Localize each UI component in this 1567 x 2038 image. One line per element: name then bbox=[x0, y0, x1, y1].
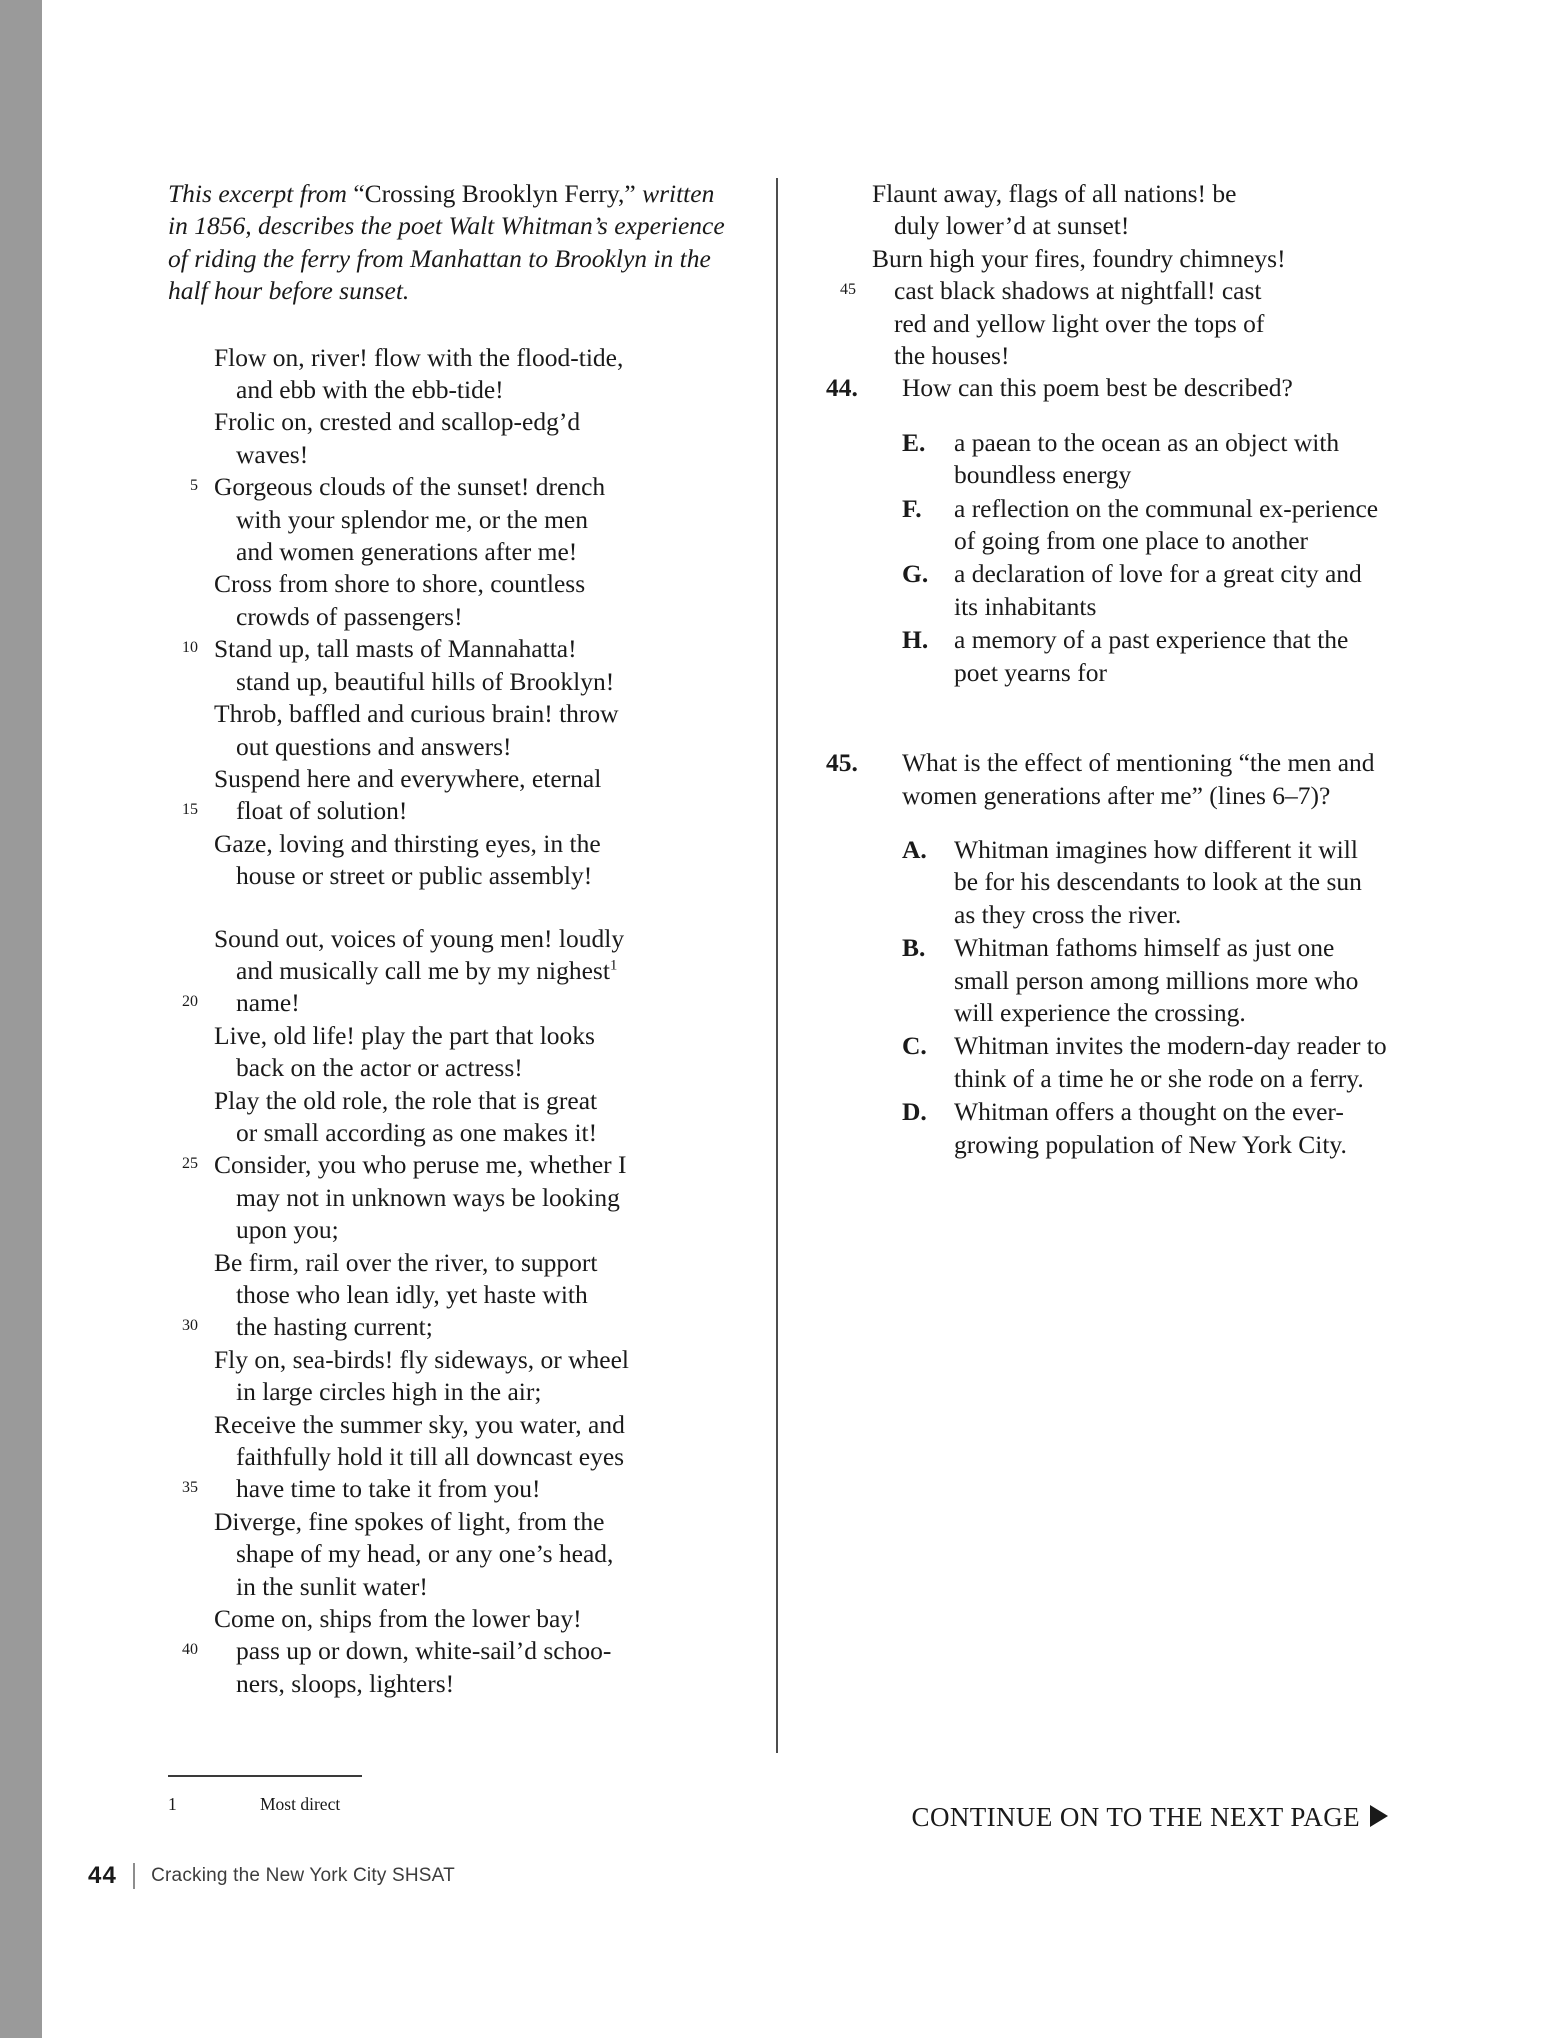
answer-choice-c[interactable] bbox=[826, 1030, 1388, 1095]
answer-choice-a[interactable] bbox=[826, 834, 1388, 931]
answer-choice-f[interactable] bbox=[826, 493, 1388, 558]
poem-line-number: 5 bbox=[190, 477, 198, 495]
footer-page-number: 44 bbox=[88, 1862, 118, 1889]
poem-line-text: float of solution! bbox=[236, 796, 408, 826]
footnote-number: 1 bbox=[168, 1794, 177, 1814]
poem-line bbox=[826, 308, 1388, 340]
poem-line-text: Gaze, loving and thirsting eyes, in the bbox=[214, 828, 601, 858]
poem-line bbox=[168, 1344, 730, 1376]
answer-choice-h[interactable] bbox=[826, 624, 1388, 689]
poem-line-text: Play the old role, the role that is great bbox=[214, 1085, 598, 1115]
poem-line bbox=[826, 243, 1388, 275]
poem-line-text: Sound out, voices of young men! loudly bbox=[214, 923, 625, 953]
poem-line-text: those who lean idly, yet haste with bbox=[236, 1280, 588, 1309]
page-gutter-bar bbox=[0, 0, 42, 2038]
poem-line bbox=[168, 342, 730, 374]
answer-choice-b[interactable] bbox=[826, 932, 1388, 1029]
poem-line bbox=[826, 210, 1388, 242]
poem-body-continued bbox=[826, 178, 1388, 372]
poem-line bbox=[168, 601, 730, 633]
poem-line-text: the hasting current; bbox=[236, 1312, 433, 1342]
passage-intro bbox=[168, 178, 730, 308]
answer-choice-letter: G. bbox=[902, 559, 929, 589]
poem-line-number: 30 bbox=[182, 1317, 198, 1335]
poem-line bbox=[168, 536, 730, 568]
poem-line-number: 25 bbox=[182, 1155, 198, 1173]
poem-line bbox=[168, 955, 730, 987]
answer-choice-letter: D. bbox=[902, 1097, 927, 1127]
poem-line-text: Flaunt away, flags of all nations! be bbox=[872, 179, 1237, 208]
answer-choice-text: Whitman offers a thought on the ever-growing population of New York City. bbox=[954, 1097, 1347, 1159]
poem-line bbox=[168, 1085, 730, 1117]
poem-line bbox=[168, 1182, 730, 1214]
two-column-body bbox=[168, 178, 1388, 1778]
poem-line bbox=[168, 1376, 730, 1408]
poem-line-text: Cross from shore to shore, countless bbox=[214, 569, 586, 599]
poem-line bbox=[826, 275, 1388, 307]
poem-stanza-1 bbox=[168, 342, 730, 893]
poem-line bbox=[168, 1117, 730, 1149]
poem-line bbox=[168, 1247, 730, 1279]
answer-choices bbox=[826, 427, 1388, 689]
answer-choice-e[interactable] bbox=[826, 427, 1388, 492]
poem-line bbox=[168, 987, 730, 1019]
poem-line bbox=[168, 1635, 730, 1667]
poem-line bbox=[168, 1020, 730, 1052]
footer-book-title: Cracking the New York City SHSAT bbox=[151, 1865, 455, 1886]
poem-line-text: Gorgeous clouds of the sunset! drench bbox=[214, 472, 606, 502]
left-column bbox=[168, 178, 730, 1700]
poem-line-text: Flow on, river! flow with the flood-tide, bbox=[214, 342, 624, 372]
poem-line-text: have time to take it from you! bbox=[236, 1474, 541, 1504]
poem-line-number: 40 bbox=[182, 1641, 198, 1659]
poem-line-text: stand up, beautiful hills of Brooklyn! bbox=[236, 666, 615, 696]
poem-line-text: out questions and answers! bbox=[236, 731, 512, 761]
poem-stanza-2 bbox=[168, 923, 730, 1701]
question-text: How can this poem best be described? bbox=[902, 373, 1293, 403]
poem-line bbox=[168, 1311, 730, 1343]
poem-line-text: duly lower’d at sunset! bbox=[894, 211, 1130, 241]
poem-line-text: cast black shadows at nightfall! cast bbox=[894, 276, 1262, 306]
poem-line-text: in large circles high in the air; bbox=[236, 1377, 542, 1407]
answer-choice-g[interactable] bbox=[826, 558, 1388, 623]
poem-line bbox=[168, 1149, 730, 1181]
poem-line bbox=[168, 374, 730, 406]
poem-line bbox=[168, 1409, 730, 1441]
poem-line-text: Consider, you who peruse me, whether I bbox=[214, 1150, 627, 1180]
poem-line-text: may not in unknown ways be looking bbox=[236, 1182, 620, 1212]
answer-choice-letter: F. bbox=[902, 493, 922, 523]
poem-body bbox=[168, 342, 730, 1701]
answer-choice-letter: C. bbox=[902, 1031, 927, 1061]
poem-line bbox=[168, 1506, 730, 1538]
poem-line-text: Live, old life! play the part that looks bbox=[214, 1020, 595, 1050]
question-text: What is the effect of mentioning “the men and women generations after me” (lines 6–7)? bbox=[902, 748, 1375, 810]
column-divider-rule bbox=[776, 178, 778, 1753]
footnote-reference: 1 bbox=[609, 957, 618, 974]
answer-choice-text: a reflection on the communal ex-perience of going from one place to another bbox=[954, 493, 1379, 556]
poem-line-text: Burn high your fires, foundry chimneys! bbox=[872, 243, 1286, 273]
right-column bbox=[826, 178, 1388, 1219]
poem-line-text: Come on, ships from the lower bay! bbox=[214, 1604, 582, 1634]
triangle-right-icon bbox=[1370, 1805, 1388, 1827]
poem-line-text: in the sunlit water! bbox=[236, 1571, 428, 1601]
answer-choice-text: Whitman invites the modern-day reader to think of a time he or she rode on a ferry. bbox=[954, 1031, 1387, 1093]
poem-line-text: Diverge, fine spokes of light, from the bbox=[214, 1506, 605, 1536]
poem-line-text: Frolic on, crested and scallop-edg’d bbox=[214, 407, 581, 437]
poem-line-text: with your splendor me, or the men bbox=[236, 504, 588, 534]
poem-stanza-3 bbox=[826, 178, 1388, 372]
answer-choice-text: a declaration of love for a great city and its inhabitants bbox=[954, 559, 1362, 621]
poem-line-text: Be firm, rail over the river, to support bbox=[214, 1247, 598, 1277]
answer-choice-d[interactable] bbox=[826, 1096, 1388, 1161]
question-stem-row bbox=[826, 747, 1388, 812]
question-number: 44. bbox=[826, 373, 858, 403]
footnote-divider bbox=[168, 1775, 362, 1777]
answer-choice-letter: H. bbox=[902, 625, 929, 655]
poem-line bbox=[168, 471, 730, 503]
poem-line-number: 10 bbox=[182, 639, 198, 657]
poem-line bbox=[168, 698, 730, 730]
poem-line-text: name! bbox=[236, 988, 300, 1018]
answer-choices bbox=[826, 834, 1388, 1161]
poem-line bbox=[168, 763, 730, 795]
intro-quote-title: “Crossing Brooklyn Ferry,” bbox=[353, 179, 636, 208]
poem-line-text: Receive the summer sky, you water, and bbox=[214, 1409, 625, 1439]
poem-line-text: back on the actor or actress! bbox=[236, 1053, 523, 1083]
poem-line bbox=[168, 1473, 730, 1505]
poem-line-text: shape of my head, or any one’s head, bbox=[236, 1539, 614, 1569]
intro-after-quote: written in 1856, describes the poet Walt Whitman’s experience of riding the ferry from Manhattan to Brooklyn in the half hour before sunset. bbox=[168, 179, 725, 306]
poem-line-text: Suspend here and everywhere, eternal bbox=[214, 763, 602, 793]
poem-line bbox=[168, 633, 730, 665]
poem-line-text: pass up or down, white-sail’d schoo- bbox=[236, 1636, 612, 1666]
poem-line-text: Throb, baffled and curious brain! throw bbox=[214, 699, 619, 729]
poem-line bbox=[168, 568, 730, 600]
poem-line-text: and women generations after me! bbox=[236, 537, 578, 567]
answer-choice-letter: B. bbox=[902, 933, 926, 963]
poem-line-number: 15 bbox=[182, 801, 198, 819]
poem-line bbox=[168, 1603, 730, 1635]
poem-line bbox=[168, 795, 730, 827]
poem-line bbox=[168, 731, 730, 763]
answer-choice-text: Whitman fathoms himself as just one small person among millions more who will experience the crossing. bbox=[954, 933, 1359, 1027]
poem-line bbox=[168, 1538, 730, 1570]
footnote-entry bbox=[168, 1793, 730, 1815]
poem-line bbox=[168, 923, 730, 955]
poem-line-text: faithfully hold it till all downcast eyes bbox=[236, 1442, 625, 1472]
poem-line-text: Fly on, sea-birds! fly sideways, or wheel bbox=[214, 1344, 629, 1374]
answer-choice-text: a memory of a past experience that the poet yearns for bbox=[954, 625, 1349, 687]
poem-line bbox=[168, 1052, 730, 1084]
poem-line bbox=[168, 666, 730, 698]
poem-line-number: 45 bbox=[840, 281, 856, 299]
poem-line-text: crowds of passengers! bbox=[236, 601, 463, 631]
question-block bbox=[826, 372, 1388, 689]
question-number: 45. bbox=[826, 748, 858, 778]
continue-banner bbox=[658, 1800, 1388, 1834]
poem-line-text: Stand up, tall masts of Mannahatta! bbox=[214, 634, 577, 664]
poem-line bbox=[826, 178, 1388, 210]
footnote-block bbox=[168, 1775, 730, 1815]
answer-choice-letter: E. bbox=[902, 427, 926, 457]
poem-line-text: or small according as one makes it! bbox=[236, 1117, 598, 1147]
poem-line bbox=[826, 340, 1388, 372]
questions-list bbox=[826, 372, 1388, 1161]
poem-line bbox=[168, 504, 730, 536]
poem-line-text: the houses! bbox=[894, 341, 1010, 371]
poem-line-text: and ebb with the ebb-tide! bbox=[236, 375, 504, 405]
poem-line-number: 35 bbox=[182, 1479, 198, 1497]
answer-choice-text: a paean to the ocean as an object with boundless energy bbox=[954, 427, 1340, 490]
poem-line bbox=[168, 439, 730, 471]
footer-divider bbox=[133, 1863, 135, 1889]
poem-line-text: waves! bbox=[236, 439, 309, 469]
poem-line bbox=[168, 1571, 730, 1603]
continue-label: CONTINUE ON TO THE NEXT PAGE bbox=[911, 1802, 1360, 1832]
poem-line bbox=[168, 1668, 730, 1700]
answer-choice-letter: A. bbox=[902, 834, 927, 864]
poem-line-text: red and yellow light over the tops of bbox=[894, 308, 1265, 338]
poem-line bbox=[168, 860, 730, 892]
answer-choice-text: Whitman imagines how different it will be for his descendants to look at the sun as they cross the river. bbox=[954, 834, 1362, 929]
question-stem-row bbox=[826, 372, 1388, 404]
poem-line-text: upon you; bbox=[236, 1215, 339, 1245]
poem-line-text: house or street or public assembly! bbox=[236, 861, 593, 891]
question-block bbox=[826, 747, 1388, 1161]
poem-line bbox=[168, 1279, 730, 1311]
poem-line bbox=[168, 1214, 730, 1246]
footnote-text: Most direct bbox=[260, 1794, 341, 1814]
poem-line-text: ners, sloops, lighters! bbox=[236, 1668, 455, 1698]
poem-line bbox=[168, 828, 730, 860]
intro-before-quote: This excerpt from bbox=[168, 179, 354, 208]
page-footer bbox=[88, 1862, 455, 1890]
poem-line bbox=[168, 406, 730, 438]
poem-line-text: and musically call me by my nighest bbox=[236, 955, 610, 985]
poem-line-number: 20 bbox=[182, 993, 198, 1011]
poem-line bbox=[168, 1441, 730, 1473]
